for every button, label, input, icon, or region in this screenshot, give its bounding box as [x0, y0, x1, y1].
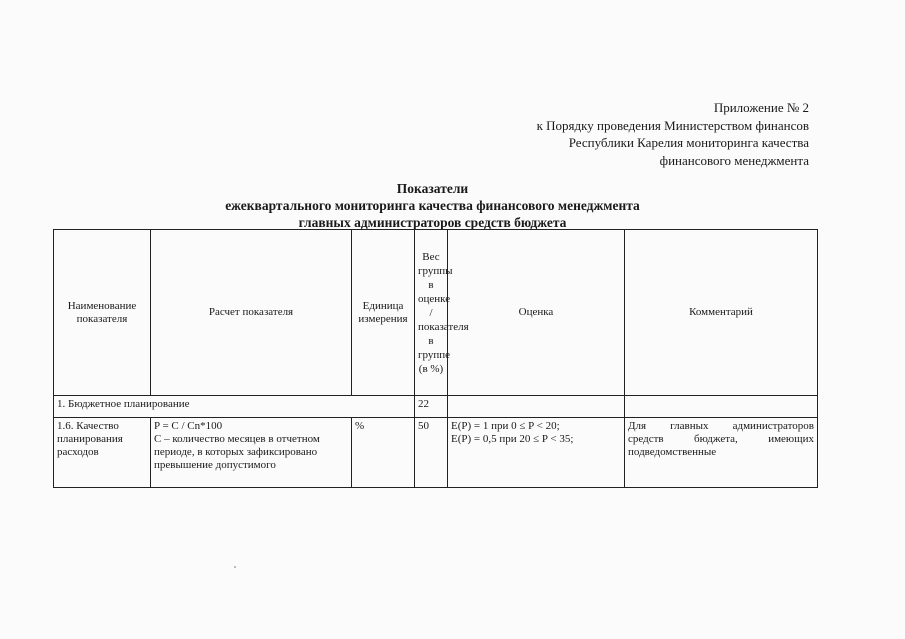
scan-speck — [234, 566, 236, 568]
appendix-line: финансового менеджмента — [659, 152, 809, 168]
header-rating: Оценка — [448, 230, 625, 396]
appendix-line: Республики Карелия мониторинга качества — [568, 135, 809, 150]
document-title — [150, 180, 715, 231]
indicators-table — [53, 229, 818, 488]
calc-formula: P = C / Cn*100 — [154, 420, 223, 432]
appendix-line: к Порядку проведения Министерством финансов — [536, 117, 809, 133]
table-row — [54, 418, 818, 488]
section-weight: 22 — [415, 396, 448, 418]
table-header-row — [54, 230, 818, 396]
appendix-header — [537, 99, 809, 169]
calc-description: С – количество месяцев в отчетном периоде, в которых зафиксировано превышение допустимого — [154, 433, 320, 471]
comment-line: Для главных администраторов — [628, 420, 814, 432]
section-empty-cell — [448, 396, 625, 418]
comment-line: подведомственные — [628, 446, 717, 458]
header-weight: Вес группы в оценке / показателя в группе (в %) — [415, 230, 448, 396]
row-calc — [151, 418, 352, 488]
rating-line: E(P) = 0,5 при 20 ≤ P < 35; — [451, 433, 574, 445]
row-unit: % — [352, 418, 415, 488]
row-name: 1.6. Качество планирования расходов — [54, 418, 151, 488]
comment-line: средств бюджета, имеющих — [628, 433, 814, 445]
appendix-line: Приложение № 2 — [713, 100, 809, 115]
section-empty-cell — [625, 396, 818, 418]
header-unit: Единица измерения — [352, 230, 415, 396]
row-rating — [448, 418, 625, 488]
section-label: 1. Бюджетное планирование — [54, 396, 415, 418]
row-comment — [625, 418, 818, 488]
header-calc: Расчет показателя — [151, 230, 352, 396]
title-line: ежеквартального мониторинга качества финансового менеджмента — [225, 198, 640, 213]
row-weight: 50 — [415, 418, 448, 488]
rating-line: E(P) = 1 при 0 ≤ P < 20; — [451, 420, 560, 432]
title-line: Показатели — [396, 181, 469, 196]
title-line: главных администраторов средств бюджета — [298, 215, 567, 230]
header-name: Наименование показателя — [54, 230, 151, 396]
header-comment: Комментарий — [625, 230, 818, 396]
table-section-row — [54, 396, 818, 418]
